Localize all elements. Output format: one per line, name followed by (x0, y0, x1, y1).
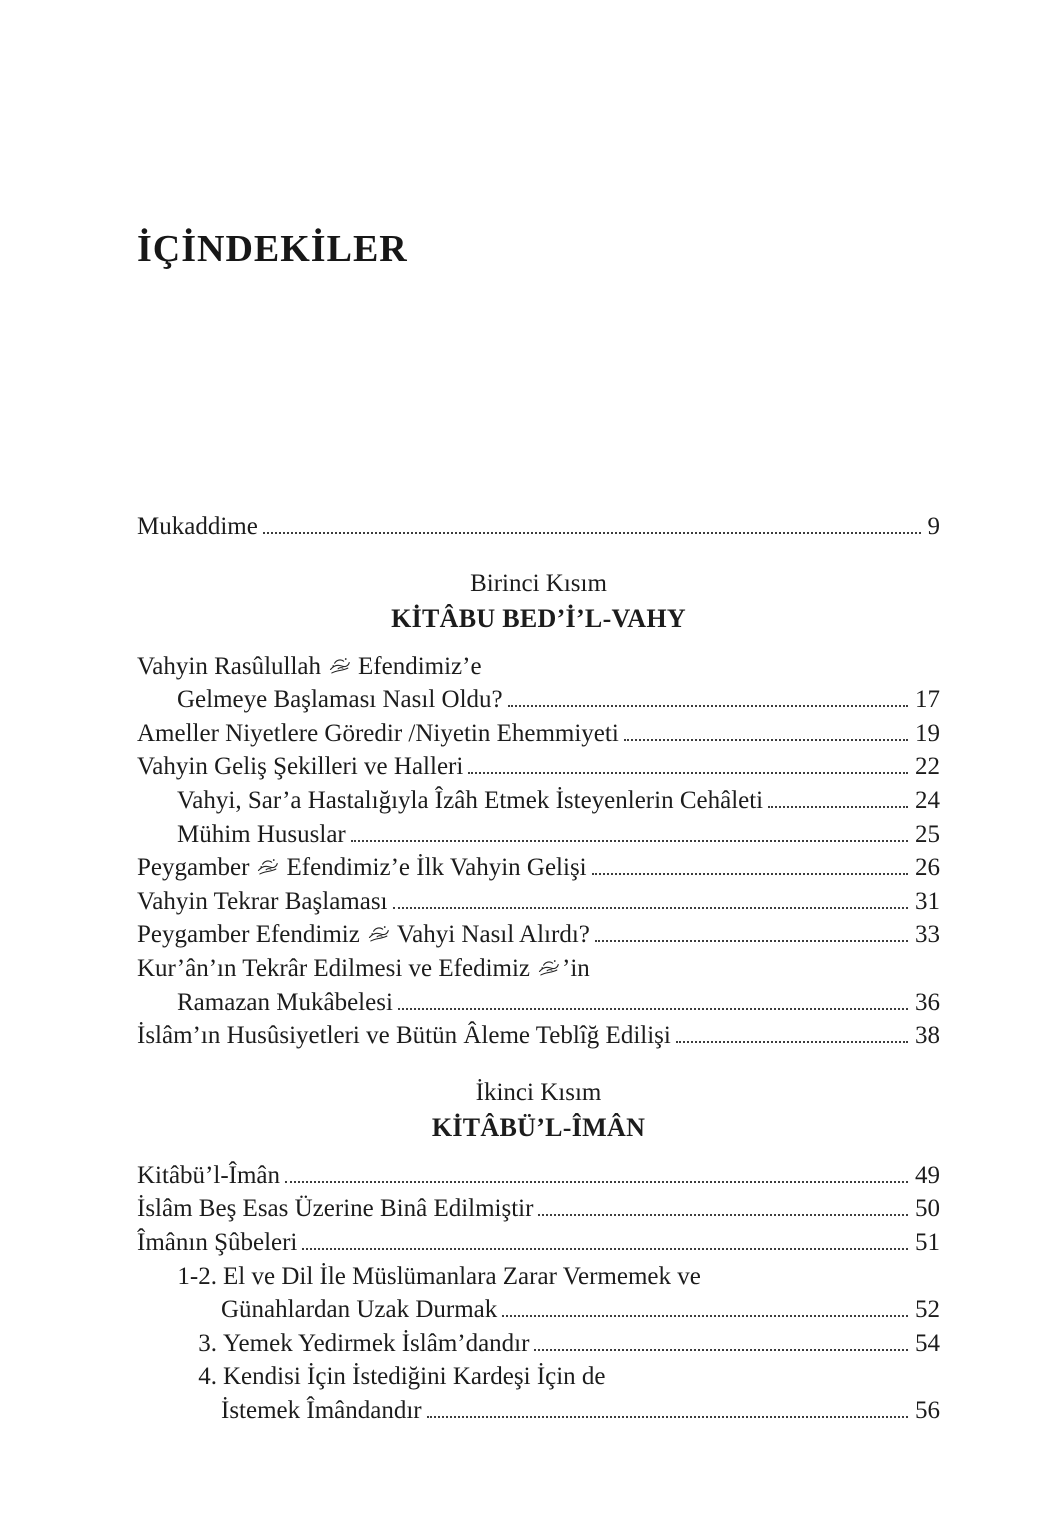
dot-leader (427, 1411, 908, 1418)
entry-title: Efendimiz’e İlk Vahyin Gelişi (286, 854, 587, 882)
entry-title: İslâm’ın Husûsiyetleri ve Bütün Âleme Teblîğ Edilişi (137, 1022, 671, 1050)
salawat-icon (536, 957, 561, 979)
entry-title: Ameller Niyetlere Göredir /Niyetin Ehemmiyeti (137, 719, 619, 747)
entry-title: Peygamber Efendimiz (137, 921, 360, 949)
dot-leader (302, 1243, 908, 1250)
section-kicker: İkinci Kısım (475, 1078, 602, 1106)
toc-entry (137, 1226, 940, 1260)
page-number: 54 (915, 1329, 940, 1357)
dot-leader (468, 767, 908, 774)
entry-title: Kitâbü’l-Îmân (137, 1161, 281, 1189)
entry-title: El ve Dil İle Müslümanlara Zarar Vermemek ve (223, 1262, 701, 1290)
toc-entry (177, 1260, 940, 1294)
entry-title: Îmânın Şûbeleri (137, 1228, 298, 1256)
page-number: 25 (915, 820, 940, 848)
dot-leader (502, 1310, 908, 1317)
page-number: 19 (915, 719, 940, 747)
dot-leader (285, 1176, 908, 1183)
entry-title: Vahyin Tekrar Başlaması (137, 887, 388, 915)
page-number: 36 (915, 988, 940, 1016)
page-number: 38 (915, 1022, 940, 1050)
section-title: KİTÂBU BED’İ’L-VAHY (391, 603, 686, 633)
salawat-icon (366, 923, 391, 945)
toc-entry (137, 510, 940, 544)
dot-leader (534, 1344, 908, 1351)
toc-entry (177, 683, 940, 717)
entry-title: İslâm Beş Esas Üzerine Binâ Edilmiştir (137, 1195, 534, 1223)
entry-title: Efendimiz’e (358, 652, 482, 680)
page-number: 24 (915, 786, 940, 814)
section-kicker: Birinci Kısım (470, 569, 607, 597)
dot-leader (676, 1036, 908, 1043)
page-number: 49 (915, 1161, 940, 1189)
table-of-contents (137, 510, 940, 1427)
page-title: İÇİNDEKİLER (137, 228, 408, 270)
entry-title: Günahlardan Uzak Durmak (221, 1296, 498, 1324)
page-number: 26 (915, 854, 940, 882)
dot-leader (398, 1003, 908, 1010)
toc-entry (137, 885, 940, 919)
entry-title: İstemek Îmândandır (221, 1396, 422, 1424)
toc-entry (137, 717, 940, 751)
salawat-icon (327, 655, 352, 677)
section-title: KİTÂBÜ’L-ÎMÂN (431, 1112, 646, 1142)
dot-leader (624, 734, 908, 741)
entry-number: 3. (198, 1329, 217, 1357)
dot-leader (592, 868, 908, 875)
page-number: 17 (915, 686, 940, 714)
toc-entry (137, 851, 940, 885)
page-number: 22 (915, 753, 940, 781)
page-number: 31 (915, 887, 940, 915)
section-heading (137, 1075, 940, 1145)
toc-entry (137, 750, 940, 784)
toc-entry (137, 918, 940, 952)
toc-entry (137, 1019, 940, 1053)
toc-entry (177, 784, 940, 818)
entry-title: Vahyi, Sar’a Hastalığıyla Îzâh Etmek İsteyenlerin Cehâleti (177, 786, 764, 814)
dot-leader (508, 700, 908, 707)
entry-title: Kur’ân’ın Tekrâr Edilmesi ve Efedimiz (137, 954, 531, 982)
entry-title: Vahyi Nasıl Alırdı? (396, 921, 590, 949)
entry-title: Vahyin Geliş Şekilleri ve Halleri (137, 753, 464, 781)
salawat-icon (255, 856, 280, 878)
entry-title: Vahyin Rasûlullah (137, 652, 322, 680)
entry-title: ’in (562, 954, 590, 982)
toc-entry (137, 1159, 940, 1193)
entry-title: Mukaddime (137, 513, 258, 540)
dot-leader (351, 835, 908, 842)
entry-title: Kendisi İçin İstediğini Kardeşi İçin de (223, 1363, 606, 1391)
dot-leader (393, 902, 908, 909)
entry-number: 4. (198, 1363, 217, 1391)
dot-leader (263, 527, 921, 534)
entry-number: 1-2. (177, 1262, 217, 1290)
toc-entry (137, 1192, 940, 1226)
page-number: 56 (915, 1396, 940, 1424)
toc-entry (177, 1360, 940, 1394)
entry-title: Ramazan Mukâbelesi (177, 988, 393, 1016)
dot-leader (768, 801, 908, 808)
dot-leader (538, 1209, 908, 1216)
entry-title: Mühim Hususlar (177, 820, 346, 848)
page-number: 52 (915, 1296, 940, 1324)
toc-entry (177, 1327, 940, 1361)
page-number: 50 (915, 1195, 940, 1223)
toc-entry (221, 1293, 940, 1327)
toc-entry (137, 952, 940, 986)
toc-entry (137, 650, 940, 684)
toc-entry (177, 818, 940, 852)
toc-entry (177, 986, 940, 1020)
page-number: 9 (927, 513, 940, 540)
page-number: 33 (915, 921, 940, 949)
toc-entry (221, 1394, 940, 1428)
entry-title: Gelmeye Başlaması Nasıl Oldu? (177, 686, 503, 714)
page-number: 51 (915, 1228, 940, 1256)
dot-leader (595, 935, 908, 942)
entry-title: Peygamber (137, 854, 250, 882)
section-heading (137, 566, 940, 636)
entry-title: Yemek Yedirmek İslâm’dandır (223, 1329, 530, 1357)
